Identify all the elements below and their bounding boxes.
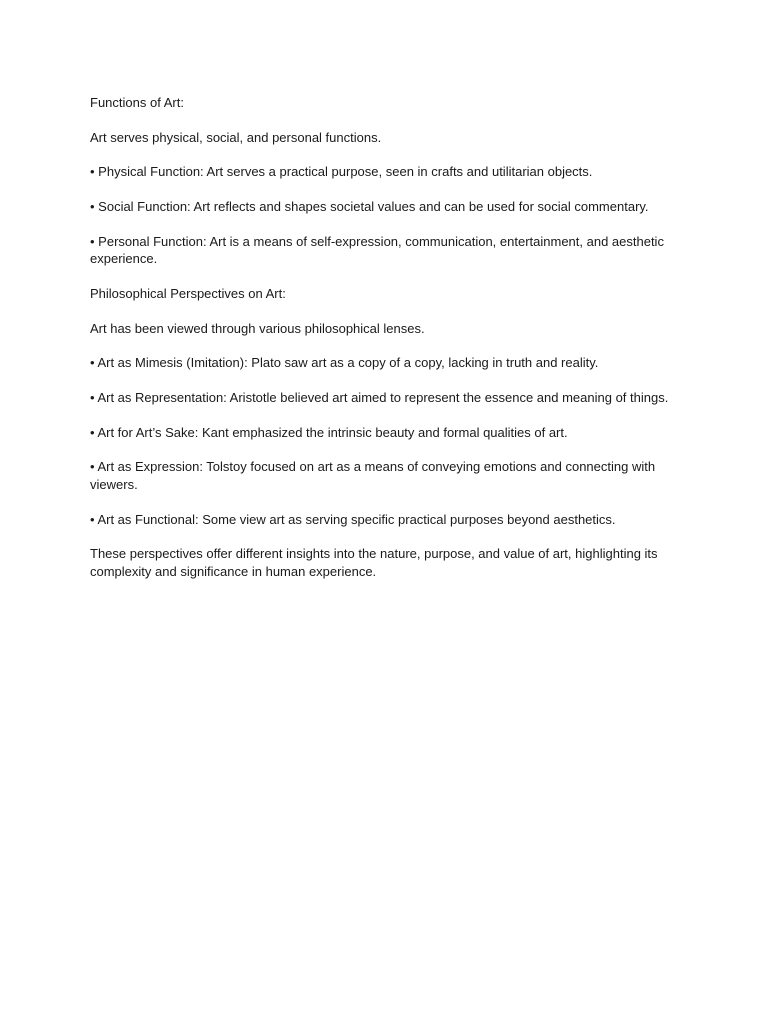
document-body — [90, 94, 670, 597]
section-heading-philosophical: Philosophical Perspectives on Art: — [90, 285, 286, 301]
bullet-personal-function: • Personal Function: Art is a means of self-expression, communication, entertainment, and aesthetic experience. — [90, 233, 664, 267]
bullet-functional: • Art as Functional: Some view art as serving specific practical purposes beyond aesthetics. — [90, 511, 616, 527]
bullet-social-function: • Social Function: Art reflects and shapes societal values and can be used for social commentary. — [90, 199, 649, 215]
bullet-mimesis: • Art as Mimesis (Imitation): Plato saw art as a copy of a copy, lacking in truth and reality. — [90, 355, 599, 371]
bullet-art-for-arts-sake: • Art for Art’s Sake: Kant emphasized the intrinsic beauty and formal qualities of art. — [90, 424, 568, 440]
conclusion-paragraph: These perspectives offer different insights into the nature, purpose, and value of art, highlighting its complexity and significance in human experience. — [90, 546, 658, 579]
bullet-expression: • Art as Expression: Tolstoy focused on art as a means of conveying emotions and connecting with viewers. — [90, 459, 656, 492]
section-intro-philosophical: Art has been viewed through various philosophical lenses. — [90, 320, 425, 336]
bullet-representation: • Art as Representation: Aristotle believed art aimed to represent the essence and meaning of things. — [90, 390, 669, 405]
section-heading-functions: Functions of Art: — [90, 95, 184, 110]
section-intro-functions: Art serves physical, social, and personal functions. — [90, 129, 382, 145]
bullet-physical-function: • Physical Function: Art serves a practical purpose, seen in crafts and utilitarian objects. — [90, 164, 593, 180]
